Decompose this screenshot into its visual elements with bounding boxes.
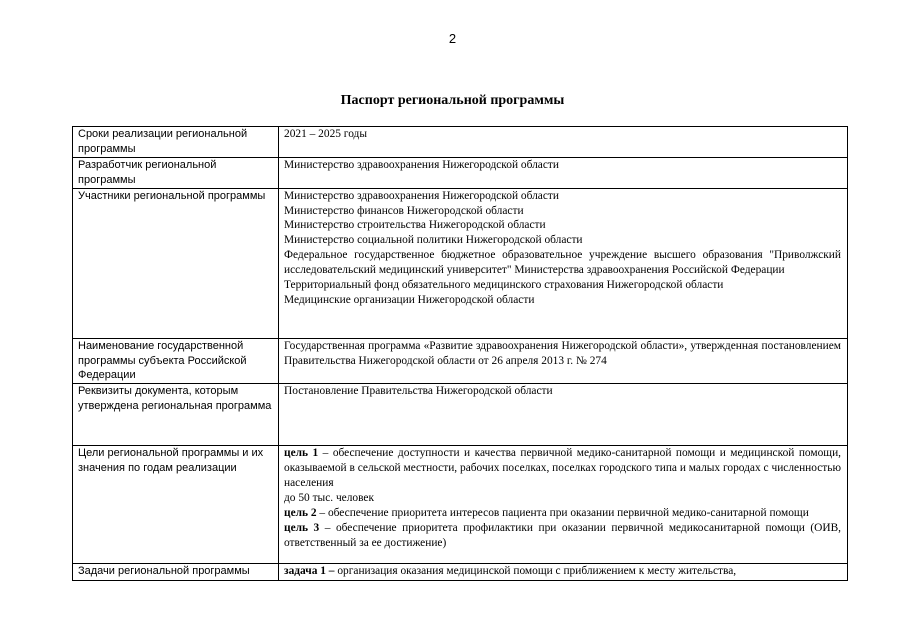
table-row xyxy=(73,157,848,188)
goal-item xyxy=(284,506,841,521)
participant-item: Министерство здравоохранения Нижегородской области xyxy=(284,189,559,202)
table-row xyxy=(73,564,848,581)
goal-item xyxy=(284,491,841,506)
row-value: Министерство здравоохранения Нижегородской области xyxy=(279,157,848,188)
row-label: Задачи региональной программы xyxy=(73,564,279,581)
goal-text: – обеспечение приоритета интересов пациента при оказании первичной медико-санитарной помощи xyxy=(316,506,809,519)
row-label: Реквизиты документа, которым утверждена региональная программа xyxy=(73,384,279,446)
task-text: организация оказания медицинской помощи с приближением к месту жительства, xyxy=(334,565,737,578)
goal-key: цель 2 xyxy=(284,506,317,519)
participant-item: Министерство социальной политики Нижегородской области xyxy=(284,234,583,247)
goal-text: – обеспечение доступности и качества первичной медико-санитарной помощи и медицинской помощи, оказываемой в сельской местности, рабочих поселках, поселках городского типа и малых городах с численностью населения xyxy=(284,447,842,490)
document-title: Паспорт региональной программы xyxy=(340,93,565,108)
participant-item: Территориальный фонд обязательного медицинского страхования Нижегородской области xyxy=(284,279,724,292)
goal-item xyxy=(284,446,841,491)
row-value: Постановление Правительства Нижегородской области xyxy=(279,384,848,446)
row-label: Наименование государственной программы субъекта Российской Федерации xyxy=(73,338,279,384)
row-label: Цели региональной программы и их значения по годам реализации xyxy=(73,446,279,564)
goal-key: цель 3 xyxy=(284,521,320,534)
participant-item: Медицинские организации Нижегородской области xyxy=(284,293,535,306)
participant-item: Министерство финансов Нижегородской области xyxy=(284,204,524,217)
row-label: Разработчик региональной программы xyxy=(73,157,279,188)
row-value: 2021 – 2025 годы xyxy=(279,127,848,158)
goal-text: – обеспечение приоритета профилактики при оказании первичной медикосанитарной помощи (ОИВ, ответственный за ее достижение) xyxy=(284,521,842,549)
row-value-list xyxy=(279,188,848,338)
task-item xyxy=(284,564,841,579)
goal-key: цель 1 xyxy=(284,447,319,460)
task-key: задача 1 – xyxy=(284,565,335,578)
table-row xyxy=(73,384,848,446)
participant-item: Федеральное государственное бюджетное образовательное учреждение высшего образования "Приволжский исследовательский медицинский университет" Министерства здравоохранения Российской Федерации xyxy=(284,249,841,277)
tasks-list xyxy=(279,564,848,581)
row-label: Сроки реализации региональной программы xyxy=(73,127,279,158)
table-row xyxy=(73,188,848,338)
table-row xyxy=(73,338,848,384)
participant-item: Министерство строительства Нижегородской области xyxy=(284,219,546,232)
goal-item xyxy=(284,521,841,551)
goal-text: до 50 тыс. человек xyxy=(284,492,375,505)
passport-table xyxy=(72,126,848,581)
page-number: 2 xyxy=(448,31,457,46)
row-value: Государственная программа «Развитие здравоохранения Нижегородской области», утвержденная постановлением Правительства Нижегородской области от 26 апреля 2013 г. № 274 xyxy=(279,338,848,384)
goals-list xyxy=(279,446,848,564)
table-row xyxy=(73,446,848,564)
table-row xyxy=(73,127,848,158)
row-label: Участники региональной программы xyxy=(73,188,279,338)
